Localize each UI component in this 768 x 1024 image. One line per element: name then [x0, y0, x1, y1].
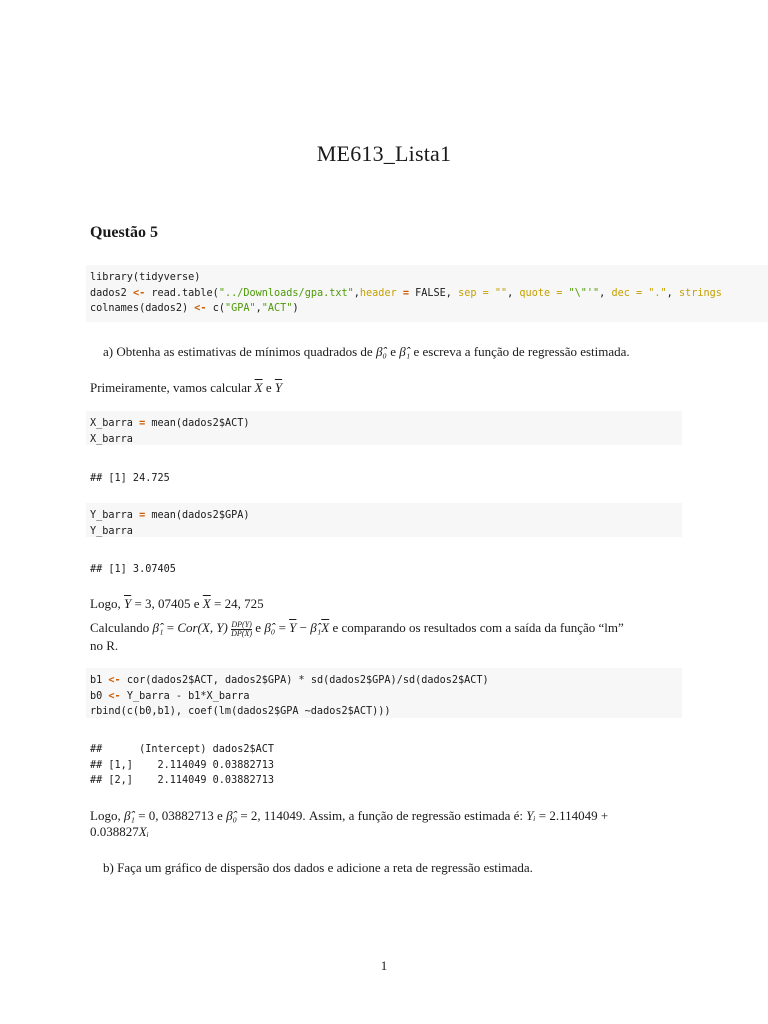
output-line: ## (Intercept) dados2$ACT [90, 744, 275, 755]
code-string: "../Downloads/gpa.txt" [218, 287, 354, 299]
code-string: "ACT" [261, 303, 293, 314]
item-text: e [390, 344, 396, 359]
code-argument: quote = [519, 287, 569, 299]
code-text: , [666, 287, 679, 299]
code-operator: <- [108, 690, 121, 702]
code-block-x-mean [86, 411, 682, 445]
code-line: rbind(c(b0,b1), coef(lm(dados2$GPA ~dados2$ACT))) [90, 706, 391, 717]
code-text: X_barra [90, 418, 140, 429]
yi-symbol: Yᵢ [526, 808, 536, 823]
paragraph-text: = 0, 03882713 e [134, 808, 227, 823]
code-argument: sep = "" [458, 287, 508, 299]
code-text: , [599, 287, 612, 299]
code-operator: = [139, 510, 146, 521]
code-block-coefficients [86, 668, 682, 718]
code-text: b1 [90, 675, 109, 686]
cor-args: (X, Y) [197, 620, 228, 635]
x-bar-symbol: $\overline{X}$ [202, 596, 211, 611]
code-string: "\"'" [568, 287, 600, 299]
fraction-denominator: DP(X) [231, 628, 253, 638]
beta1-symbol: β̂₁ [310, 620, 322, 635]
code-line: library(tidyverse) [90, 272, 201, 283]
paragraph-text: no R. [90, 637, 119, 653]
output-x-mean: ## [1] 24.725 [90, 473, 170, 484]
code-string: "GPA" [224, 303, 256, 314]
page-number: 1 [380, 958, 388, 973]
code-operator: = [396, 287, 416, 299]
code-text: cor(dados2$ACT, dados2$GPA) * sd(dados2$GPA)/sd(dados2$ACT) [120, 675, 489, 686]
beta0-symbol: β̂₀ [226, 808, 238, 823]
code-text: mean(dados2$ACT) [145, 418, 250, 429]
y-bar-symbol: $\overline{Y}$ [289, 620, 297, 635]
code-text: c( [206, 303, 225, 314]
code-operator: <- [194, 303, 207, 314]
y-bar-symbol: $\overline{Y}$ [123, 596, 132, 611]
paragraph-text: = [275, 620, 290, 635]
beta1-symbol: β̂₁ [152, 620, 164, 635]
beta0-symbol: β̂₀ [264, 620, 276, 635]
x-bar-symbol: $\overline{X}$ [254, 380, 263, 395]
paragraph-text: = 3, 07405 e [131, 596, 203, 611]
xi-symbol: Xᵢ [138, 824, 149, 839]
code-text: FALSE, [415, 287, 459, 299]
item-text: Faça um gráfico de dispersão dos dados e adicione a reta de regressão estimada. [117, 860, 533, 875]
code-text: Y_barra [90, 510, 140, 521]
code-argument: header [359, 287, 397, 299]
section-heading: Questão 5 [90, 224, 158, 241]
paragraph-text: e [252, 620, 265, 635]
sd-ratio-fraction [231, 621, 252, 638]
code-argument: strings [678, 287, 722, 299]
y-bar-symbol: $\overline{Y}$ [274, 380, 283, 395]
item-label: a) [103, 344, 114, 359]
code-block-y-mean [86, 503, 682, 537]
paragraph-means-result [90, 596, 680, 612]
beta1-symbol: β̂₁ [399, 344, 411, 359]
item-a [103, 344, 683, 360]
paragraph-text: = 24, 725 [210, 596, 264, 611]
paragraph-calculation [90, 620, 680, 654]
output-coefficients [90, 742, 274, 789]
output-line: ## [2,] 2.114049 0.03882713 [90, 775, 275, 786]
item-text: e escreva a função de regressão estimada. [413, 344, 630, 359]
code-text: , [507, 287, 520, 299]
code-operator: <- [108, 675, 121, 686]
item-text: Obtenha as estimativas de mínimos quadrados de [116, 344, 373, 359]
code-text: b0 [90, 690, 109, 702]
paragraph-text: = 2, 114049. Assim, a função de regressão estimada é: [237, 808, 527, 823]
code-text: , [255, 303, 262, 314]
paragraph-text: Calculando [90, 620, 150, 635]
document-title: ME613_Lista1 [316, 141, 452, 166]
paragraph-text: 0.038827 [90, 824, 139, 839]
paragraph-means [90, 380, 680, 396]
code-line: Y_barra [90, 525, 133, 537]
paragraph-text: Logo, [90, 808, 121, 823]
code-argument: dec = "." [611, 287, 667, 299]
paragraph-text: e comparando os resultados com a saída da função “lm” [329, 620, 624, 635]
output-line: ## [1,] 2.114049 0.03882713 [90, 759, 275, 771]
paragraph-text: = 2.114049 + [535, 808, 609, 823]
code-text: read.table( [145, 287, 219, 299]
paragraph-regression-function [90, 808, 680, 840]
paragraph-text: Primeiramente, vamos calcular [90, 380, 252, 395]
code-block-read-data [86, 265, 768, 322]
paragraph-text: Logo, [90, 596, 121, 611]
code-text: dados2 [90, 287, 133, 299]
code-text: , [353, 287, 360, 299]
code-operator: = [139, 418, 146, 429]
fraction-numerator: DP(Y) [231, 619, 252, 629]
item-b [103, 860, 683, 876]
code-text: ) [292, 303, 299, 314]
output-y-mean: ## [1] 3.07405 [90, 564, 176, 575]
beta0-symbol: β̂₀ [375, 344, 387, 359]
code-text: Y_barra - b1*X_barra [120, 690, 250, 702]
item-label: b) [103, 860, 114, 875]
beta1-symbol: β̂₁ [123, 808, 135, 823]
paragraph-text: = [163, 620, 178, 635]
cor-function: Cor [177, 620, 198, 635]
code-operator: <- [132, 287, 146, 299]
code-text: colnames(dados2) [90, 303, 195, 314]
code-text: mean(dados2$GPA) [145, 510, 250, 521]
paragraph-text: e [265, 380, 272, 395]
code-line: X_barra [90, 433, 133, 445]
x-bar-symbol: $\overline{X}$ [321, 620, 330, 635]
paragraph-text: − [296, 620, 311, 635]
